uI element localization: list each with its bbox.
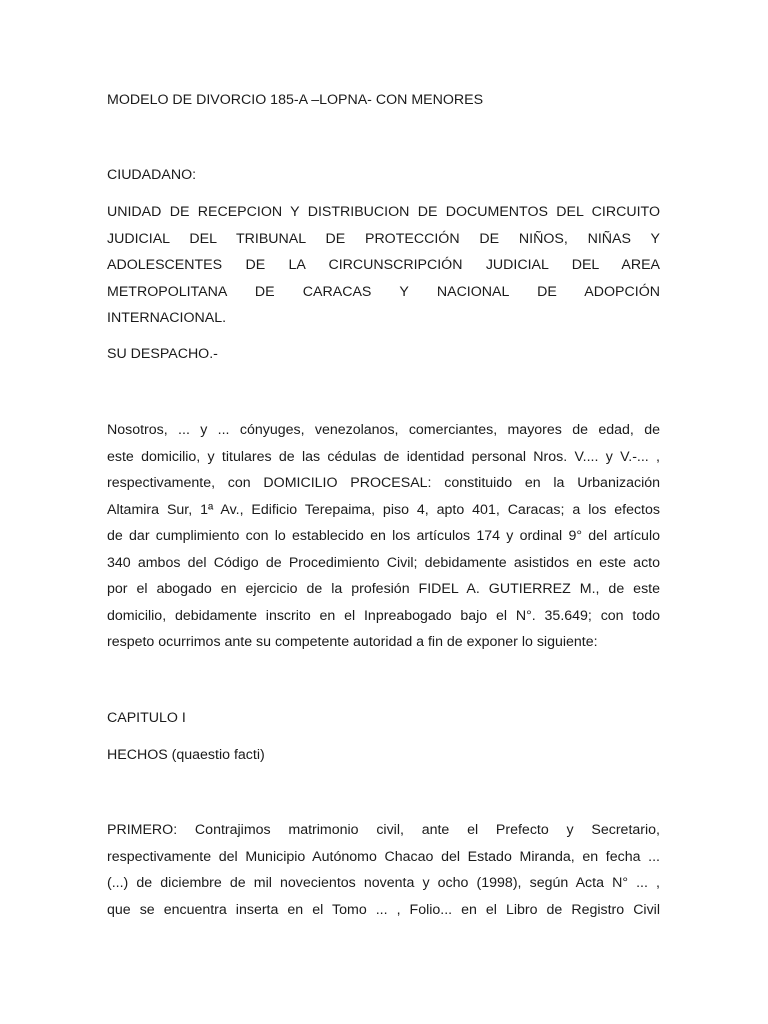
addressee-paragraph [107,199,660,332]
addressee-line: ADOLESCENTES DE LA CIRCUNSCRIPCIÓN JUDICIAL DEL AREA [107,257,660,273]
chapter-subtitle: HECHOS (quaestio facti) [107,747,265,763]
first-line: (...) de diciembre de mil novecientos noventa y ocho (1998), según Acta N° ... , [107,875,660,891]
addressee-line: UNIDAD DE RECEPCION Y DISTRIBUCION DE DOCUMENTOS DEL CIRCUITO [107,204,660,220]
addressee-line: METROPOLITANA DE CARACAS Y NACIONAL DE ADOPCIÓN [107,283,660,300]
salutation: CIUDADANO: [107,167,197,183]
intro-line: respectivamente, con DOMICILIO PROCESAL: constituido en la Urbanización [107,475,660,491]
chapter-heading: CAPITULO I [107,710,186,726]
intro-line: domicilio, debidamente inscrito en el Inpreabogado bajo el N°. 35.649; con todo [107,607,660,624]
first-line: PRIMERO: Contrajimos matrimonio civil, ante el Prefecto y Secretario, [107,822,660,838]
intro-line: Nosotros, ... y ... cónyuges, venezolanos, comerciantes, mayores de edad, de [107,422,660,438]
intro-line: por el abogado en ejercicio de la profesión FIDEL A. GUTIERREZ M., de este [107,581,660,597]
addressee-line: JUDICIAL DEL TRIBUNAL DE PROTECCIÓN DE NIÑOS, NIÑAS Y [107,230,660,247]
closing-line: SU DESPACHO.- [107,346,218,362]
addressee-line: INTERNACIONAL. [107,310,227,326]
intro-line: respeto ocurrimos ante su competente autoridad a fin de exponer lo siguiente: [107,634,598,650]
first-paragraph [107,817,660,923]
document-title: MODELO DE DIVORCIO 185-A –LOPNA- CON MENORES [107,92,484,108]
intro-paragraph [107,417,660,656]
intro-line: este domicilio, y titulares de las cédulas de identidad personal Nros. V.... y V.-... , [107,448,660,465]
intro-line: de dar cumplimiento con lo establecido en los artículos 174 y ordinal 9° del artículo [107,528,660,544]
first-line: que se encuentra inserta en el Tomo ... , Folio... en el Libro de Registro Civil [107,901,660,918]
first-line: respectivamente del Municipio Autónomo Chacao del Estado Miranda, en fecha ... [107,848,660,865]
document-page [107,0,660,1024]
intro-line: 340 ambos del Código de Procedimiento Civil; debidamente asistidos en este acto [107,554,660,571]
intro-line: Altamira Sur, 1ª Av., Edificio Terepaima, piso 4, apto 401, Caracas; a los efectos [107,501,660,518]
